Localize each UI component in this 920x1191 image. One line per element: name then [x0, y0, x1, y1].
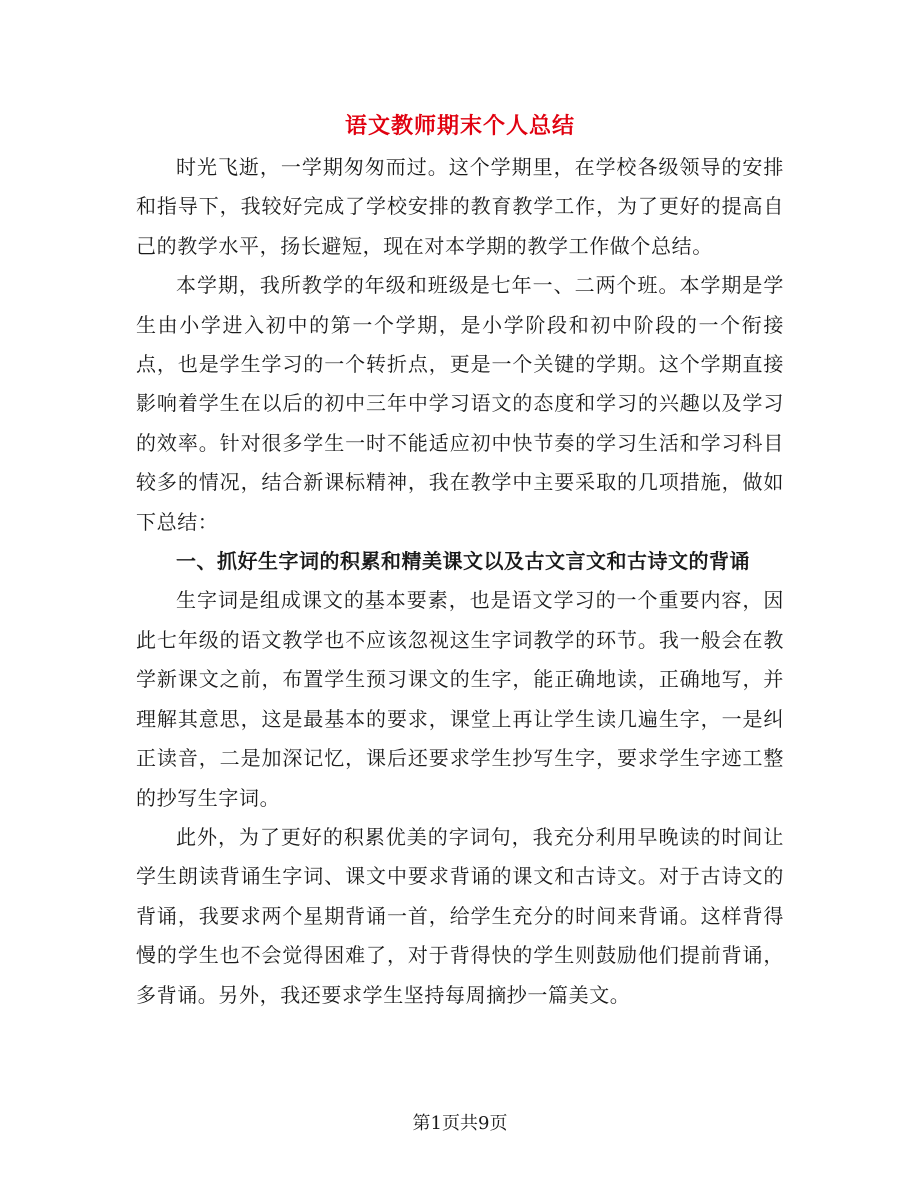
recitation-paragraph: 此外，为了更好的积累优美的字词句，我充分利用早晚读的时间让学生朗读背诵生字词、课文中要求背诵的课文和古诗文。对于古诗文的背诵，我要求两个星期背诵一首，给学生充分的时间来背诵。这样背得慢的学生也不会觉得困难了，对于背得快的学生则鼓励他们提前背诵，多背诵。另外，我还要求学生坚持每周摘抄一篇美文。	[136, 824, 784, 1007]
intro-paragraph: 时光飞逝，一学期匆匆而过。这个学期里，在学校各级领导的安排和指导下，我较好完成了学校安排的教育教学工作，为了更好的提高自己的教学水平，扬长避短，现在对本学期的教学工作做个总结。	[136, 155, 784, 258]
document-title: 语文教师期末个人总结	[344, 113, 575, 139]
vocabulary-paragraph: 生字词是组成课文的基本要素，也是语文学习的一个重要内容，因此七年级的语文教学也不应该忽视这生字词教学的环节。我一般会在教学新课文之前，布置学生预习课文的生字，能正确地读，正确地写，并理解其意思，这是最基本的要求，课堂上再让学生读几遍生字，一是纠正读音，二是加深记忆，课后还要求学生抄写生字，要求学生字迹工整的抄写生字词。	[136, 588, 784, 810]
document-body	[136, 148, 784, 1015]
section-heading: 一、抓好生字词的积累和精美课文以及古文言文和古诗文的背诵	[176, 549, 750, 574]
semester-overview-paragraph: 本学期，我所教学的年级和班级是七年一、二两个班。本学期是学生由小学进入初中的第一个学期，是小学阶段和初中阶段的一个衔接点，也是学生学习的一个转折点，更是一个关键的学期。这个学期直接影响着学生在以后的初中三年中学习语文的态度和学习的兴趣以及学习的效率。针对很多学生一时不能适应初中快节奏的学习生活和学习科目较多的情况，结合新课标精神，我在教学中主要采取的几项措施，做如下总结：	[136, 273, 784, 534]
page-number: 第1页共9页	[412, 1113, 508, 1134]
